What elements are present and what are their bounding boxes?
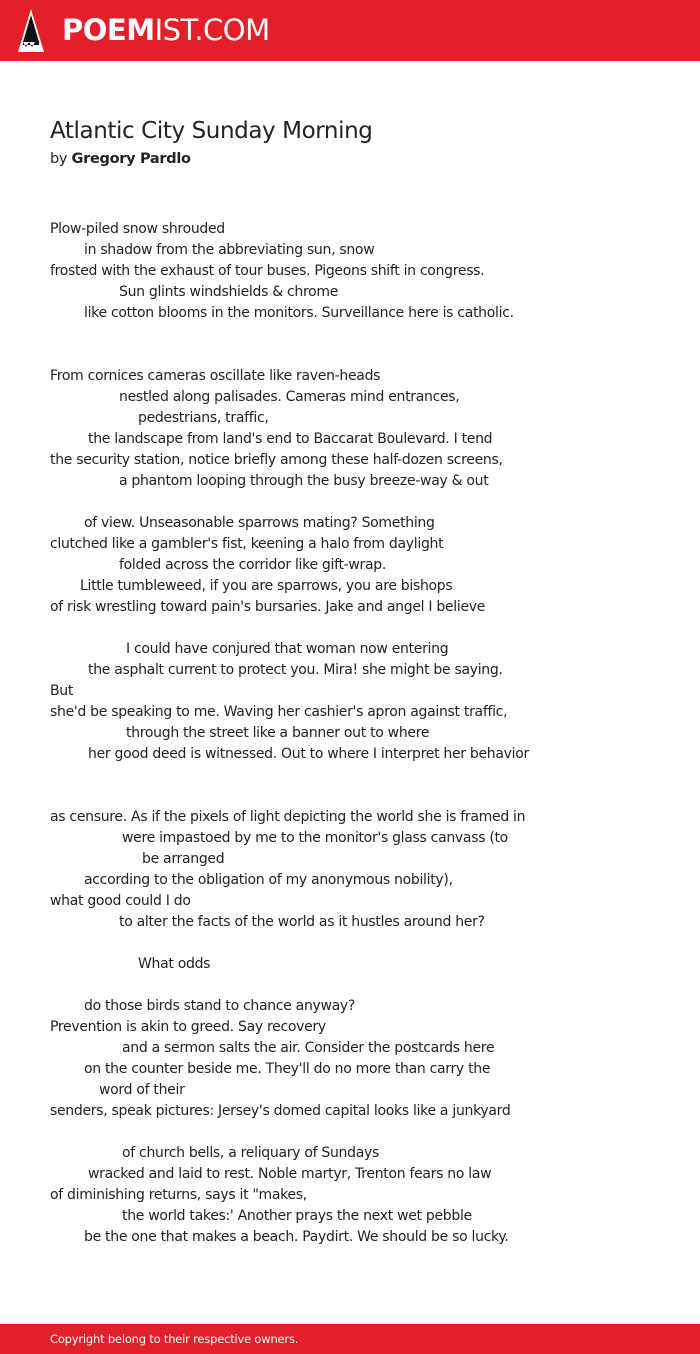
poem-line: of risk wrestling toward pain's bursaries. Jake and angel I believe — [50, 599, 486, 615]
poem-line: word of their — [99, 1082, 185, 1098]
poem-line: of diminishing returns, says it "makes, — [50, 1187, 307, 1203]
poem-line: pedestrians, traffic, — [138, 410, 269, 426]
poem-line: were impastoed by me to the monitor's glass canvass (to — [122, 830, 508, 846]
poem-line: the landscape from land's end to Baccarat Boulevard. I tend — [88, 431, 493, 447]
poem-line: and a sermon salts the air. Consider the postcards here — [122, 1040, 495, 1056]
poem-line: From cornices cameras oscillate like raven-heads — [50, 368, 381, 384]
site-logo-text[interactable] — [62, 13, 270, 47]
poem-line: wracked and laid to rest. Noble martyr, Trenton fears no law — [88, 1166, 492, 1182]
poem-line: But — [50, 683, 74, 699]
poem-line — [50, 1122, 670, 1143]
poem-line: Prevention is akin to greed. Say recovery — [50, 1019, 326, 1035]
poem-line: what good could I do — [50, 893, 191, 909]
poem-line — [50, 933, 670, 954]
poem-line: nestled along palisades. Cameras mind entrances, — [119, 389, 460, 405]
poem-line: like cotton blooms in the monitors. Surveillance here is catholic. — [84, 305, 514, 321]
poem-line — [50, 618, 670, 639]
poem-line: Plow-piled snow shrouded — [50, 221, 225, 237]
poem-line: of church bells, a reliquary of Sundays — [122, 1145, 379, 1161]
poem-line — [50, 786, 670, 807]
poem-line: Sun glints windshields & chrome — [119, 284, 339, 300]
poem-line: a phantom looping through the busy breeze-way & out — [119, 473, 489, 489]
poem-line — [50, 345, 670, 366]
pencil-icon[interactable] — [18, 9, 44, 52]
poem-line: according to the obligation of my anonymous nobility), — [84, 872, 453, 888]
brand-bold: POEM — [62, 13, 155, 47]
poem-line: frosted with the exhaust of tour buses. Pigeons shift in congress. — [50, 263, 485, 279]
poem-line — [50, 492, 670, 513]
poem-line: do those birds stand to chance anyway? — [84, 998, 356, 1014]
site-footer — [0, 1324, 700, 1354]
poem-line: Little tumbleweed, if you are sparrows, you are bishops — [80, 578, 453, 594]
poem-line: What odds — [138, 956, 211, 972]
poem-line: senders, speak pictures: Jersey's domed capital looks like a junkyard — [50, 1103, 511, 1119]
poem-line: as censure. As if the pixels of light depicting the world she is framed in — [50, 809, 526, 825]
poem-line — [50, 975, 670, 996]
poem-line: the asphalt current to protect you. Mira! she might be saying. — [88, 662, 503, 678]
poem-body — [50, 219, 670, 1248]
poem-line: be arranged — [142, 851, 225, 867]
site-header — [0, 0, 700, 61]
poem-line: to alter the facts of the world as it hustles around her? — [119, 914, 485, 930]
poem-line: she'd be speaking to me. Waving her cashier's apron against traffic, — [50, 704, 508, 720]
poem-line: be the one that makes a beach. Paydirt. We should be so lucky. — [84, 1229, 509, 1245]
copyright-text: Copyright belong to their respective owners. — [50, 1332, 299, 1346]
poem-line: in shadow from the abbreviating sun, snow — [84, 242, 375, 258]
poem-line: through the street like a banner out to where — [126, 725, 430, 741]
author-name[interactable]: Gregory Pardlo — [71, 151, 191, 167]
poem-line: folded across the corridor like gift-wrap. — [119, 557, 387, 573]
brand-light: IST.COM — [154, 13, 270, 47]
by-label: by — [50, 151, 68, 167]
poem-line: of view. Unseasonable sparrows mating? Something — [84, 515, 435, 531]
poem-line — [50, 324, 670, 345]
poem-line: her good deed is witnessed. Out to where I interpret her behavior — [88, 746, 529, 762]
poem-line: on the counter beside me. They'll do no more than carry the — [84, 1061, 491, 1077]
poem-line: the world takes:' Another prays the next wet pebble — [122, 1208, 472, 1224]
poem-line — [50, 765, 670, 786]
poem-line: clutched like a gambler's fist, keening a halo from daylight — [50, 536, 444, 552]
poem-line: I could have conjured that woman now entering — [126, 641, 449, 657]
byline — [50, 149, 191, 169]
poem-line: the security station, notice briefly among these half-dozen screens, — [50, 452, 503, 468]
poem-title: Atlantic City Sunday Morning — [50, 118, 373, 144]
